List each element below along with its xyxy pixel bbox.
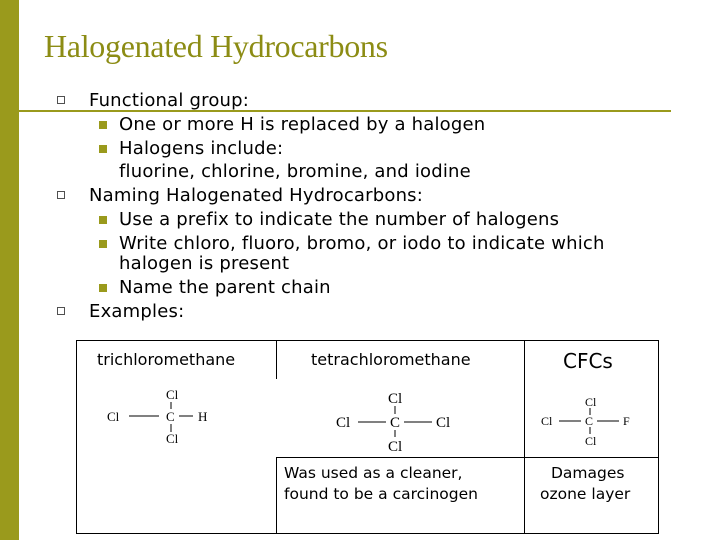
examples-table	[76, 340, 659, 534]
example-header-tetrachloromethane	[276, 340, 525, 380]
example-header-cfcs	[524, 340, 659, 380]
slide-title: Halogenated Hydrocarbons	[44, 28, 388, 64]
example-structure-cell	[276, 379, 525, 458]
accent-side-bar	[0, 0, 19, 540]
bullet-examples: Examples:	[89, 301, 185, 322]
structure-tetrachloromethane	[336, 389, 456, 455]
note-line: Was used as a cleaner,	[284, 464, 463, 482]
svg-text:Cl: Cl	[388, 391, 403, 407]
example-note-cell	[524, 457, 659, 534]
svg-text:C: C	[585, 414, 594, 428]
note-line: Damages	[551, 464, 625, 482]
example-note-cell	[276, 457, 525, 534]
compound-name: tetrachloromethane	[311, 350, 471, 369]
bullet-marker	[57, 191, 65, 199]
sub-bullet-marker	[99, 284, 107, 292]
sub-bullet-text: Use a prefix to indicate the number of halogens	[119, 209, 560, 230]
structure-trichloromethane	[107, 387, 217, 447]
example-structure-cell	[524, 379, 659, 458]
bullet-marker	[57, 307, 65, 315]
sub-bullet-continuation: fluorine, chlorine, bromine, and iodine	[119, 161, 471, 182]
svg-text:Cl: Cl	[436, 415, 451, 431]
sub-bullet-marker	[99, 216, 107, 224]
svg-text:C: C	[390, 415, 401, 431]
atom-left: Cl	[107, 409, 120, 424]
note-line: found to be a carcinogen	[284, 485, 478, 503]
compound-name: trichloromethane	[97, 350, 236, 369]
sub-bullet-text: Name the parent chain	[119, 277, 331, 298]
bullet-functional-group: Functional group:	[89, 90, 250, 111]
sub-bullet-text: Write chloro, fluoro, bromo, or iodo to indicate which	[119, 233, 605, 254]
example-cell-trichloromethane	[76, 340, 277, 534]
sub-bullet-marker	[99, 121, 107, 129]
sub-bullet-marker	[99, 240, 107, 248]
sub-bullet-continuation: halogen is present	[119, 253, 290, 274]
sub-bullet-text: One or more H is replaced by a halogen	[119, 114, 486, 135]
compound-name: CFCs	[563, 349, 613, 373]
sub-bullet-text: Halogens include:	[119, 138, 284, 159]
note-line: ozone layer	[540, 485, 631, 503]
bullet-naming: Naming Halogenated Hydrocarbons:	[89, 185, 424, 206]
atom-bottom: Cl	[166, 431, 179, 446]
atom-right: H	[198, 409, 208, 424]
atom-center: C	[166, 409, 175, 424]
svg-text:Cl: Cl	[336, 415, 351, 431]
svg-text:Cl: Cl	[585, 434, 597, 448]
bullet-marker	[57, 96, 65, 104]
atom-top: Cl	[166, 387, 179, 402]
structure-cfc	[541, 395, 641, 451]
svg-text:F: F	[623, 414, 630, 428]
svg-text:Cl: Cl	[585, 395, 597, 409]
sub-bullet-marker	[99, 145, 107, 153]
svg-text:Cl: Cl	[541, 414, 553, 428]
svg-text:Cl: Cl	[388, 439, 403, 455]
